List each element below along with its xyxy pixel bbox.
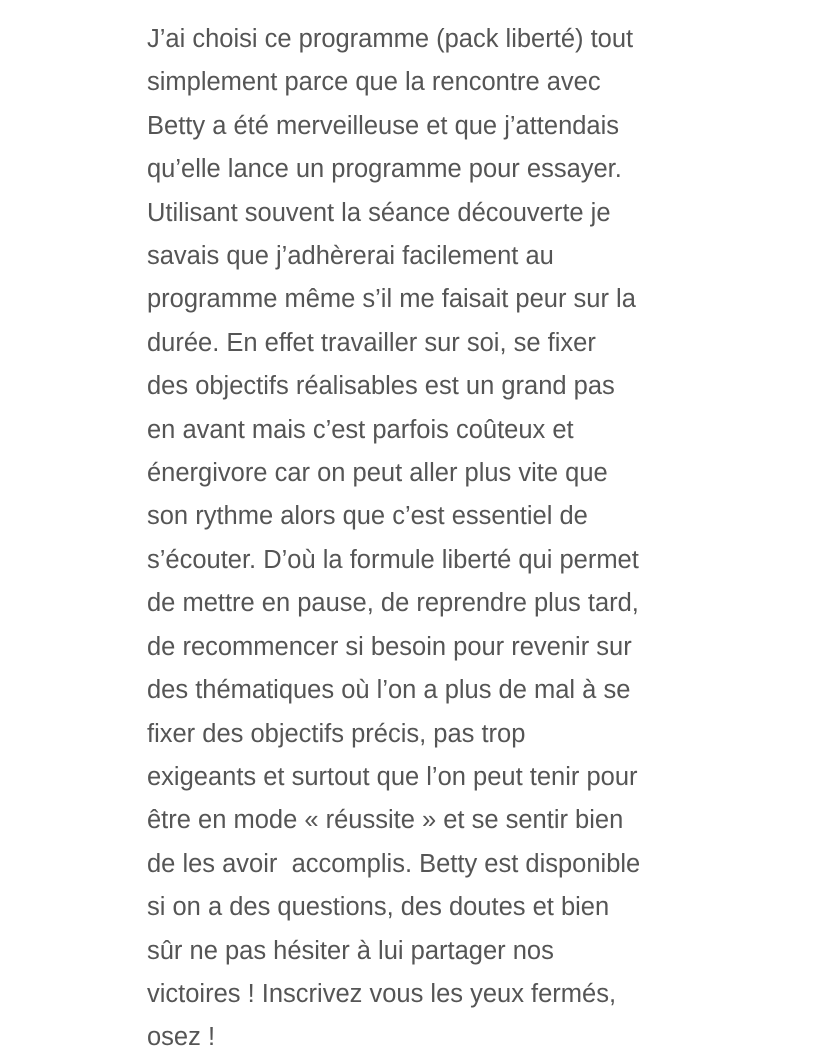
testimonial-line: programme même s’il me faisait peur sur la (147, 285, 636, 314)
testimonial-line: fixer des objectifs précis, pas trop (147, 719, 526, 748)
testimonial-line: durée. En effet travailler sur soi, se fixer (147, 328, 596, 357)
testimonial-line: de mettre en pause, de reprendre plus tard, (147, 589, 639, 618)
testimonial-line: des thématiques où l’on a plus de mal à se (147, 676, 631, 705)
testimonial-line: Utilisant souvent la séance découverte je (147, 198, 611, 227)
testimonial-line: simplement parce que la rencontre avec (147, 68, 601, 97)
testimonial-line: si on a des questions, des doutes et bien (147, 893, 610, 922)
testimonial-line: de recommencer si besoin pour revenir sur (147, 632, 632, 661)
testimonial-line: des objectifs réalisables est un grand pas (147, 372, 615, 401)
testimonial-line: son rythme alors que c’est essentiel de (147, 502, 588, 531)
testimonial-line: être en mode « réussite » et se sentir bien (147, 806, 624, 835)
testimonial-text (147, 18, 817, 1060)
testimonial-line: savais que j’adhèrerai facilement au (147, 242, 554, 271)
testimonial-line: victoires ! Inscrivez vous les yeux fermés, (147, 979, 617, 1008)
testimonial-line: exigeants et surtout que l’on peut tenir pour (147, 762, 638, 791)
testimonial-line: en avant mais c’est parfois coûteux et (147, 415, 574, 444)
testimonial-line: osez ! (147, 1023, 216, 1052)
testimonial-line: sûr ne pas hésiter à lui partager nos (147, 936, 554, 965)
testimonial-line: s’écouter. D’où la formule liberté qui permet (147, 545, 639, 574)
testimonial-line: énergivore car on peut aller plus vite que (147, 459, 608, 488)
testimonial-line: J’ai choisi ce programme (pack liberté) tout (147, 25, 634, 53)
testimonial-line: qu’elle lance un programme pour essayer. (147, 155, 622, 184)
testimonial-line: Betty a été merveilleuse et que j’attendais (147, 111, 620, 140)
testimonial-line: de les avoir accomplis. Betty est disponible (147, 849, 641, 878)
